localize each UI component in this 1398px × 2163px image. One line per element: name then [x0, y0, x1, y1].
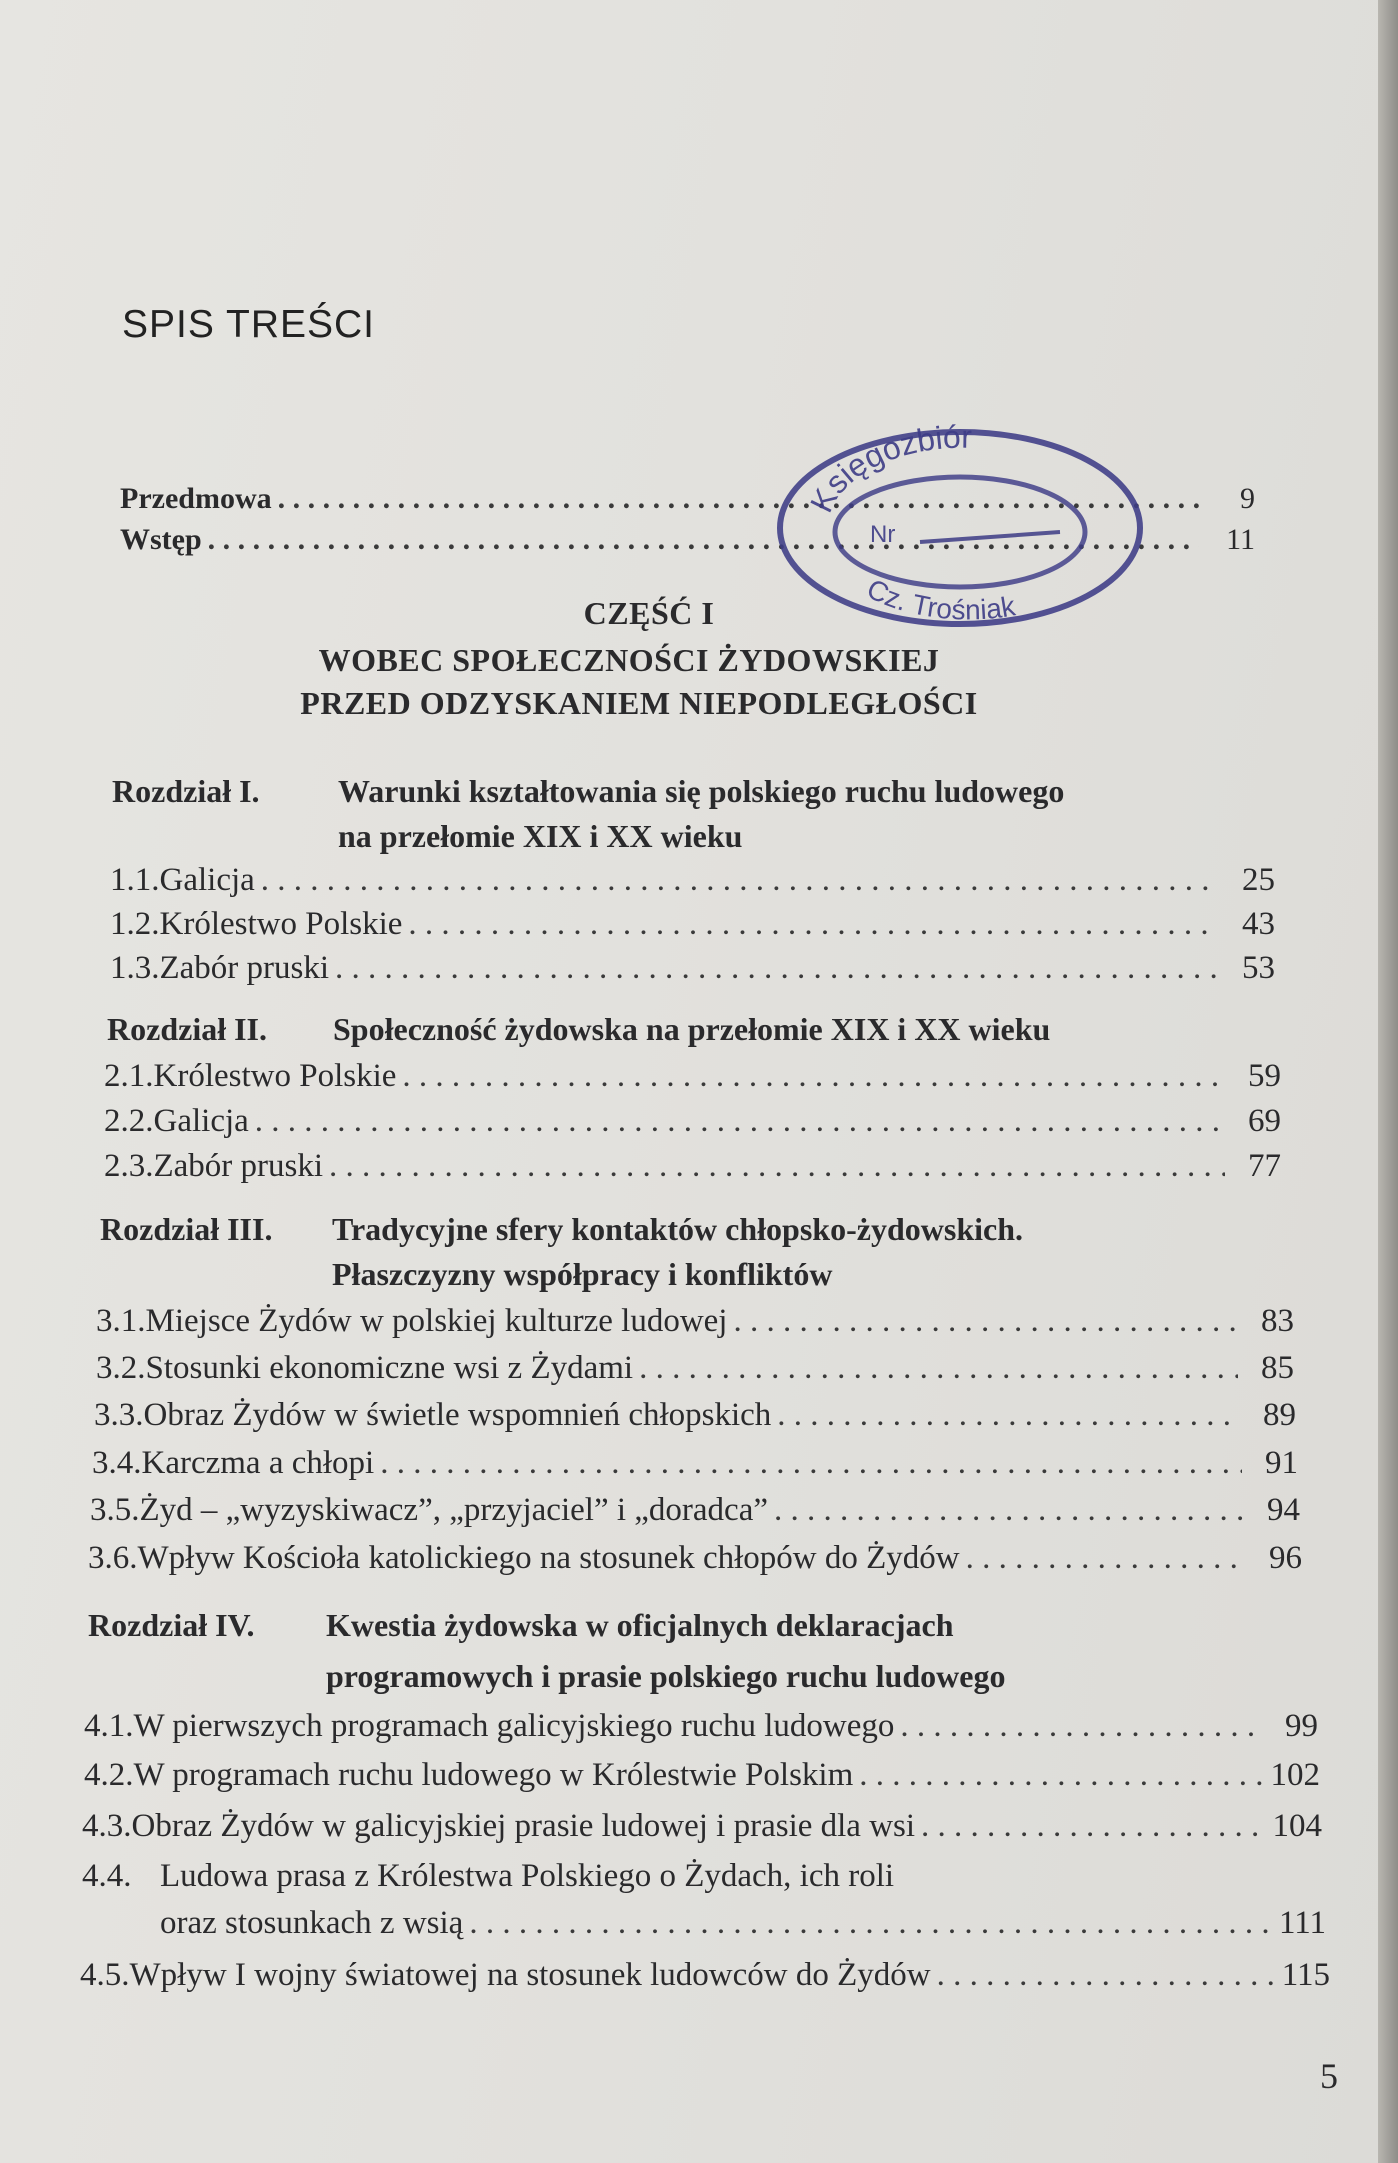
leader-dots — [900, 1708, 1262, 1745]
section-label: W programach ruchu ludowego w Królestwie Polskim — [133, 1757, 854, 1793]
toc-entry — [96, 1303, 1294, 1340]
section-page: 59 — [1248, 1058, 1281, 1094]
section-page: 69 — [1248, 1103, 1281, 1139]
toc-entry — [104, 1058, 1281, 1095]
chapter-title-cont: programowych i prasie polskiego ruchu ludowego — [326, 1658, 1006, 1694]
toc-entry — [80, 1957, 1330, 1994]
toc-entry — [160, 1905, 1326, 1942]
section-number: 3.3. — [94, 1397, 144, 1433]
section-label: W pierwszych programach galicyjskiego ruchu ludowego — [133, 1708, 895, 1744]
toc-entry — [96, 1350, 1294, 1387]
chapter-3-heading — [100, 1211, 1023, 1248]
section-page: 85 — [1261, 1350, 1294, 1386]
leader-dots — [859, 1757, 1264, 1794]
section-label: Żyd – „wyzyskiwacz”, „przyjaciel” i „doradca” — [139, 1492, 768, 1528]
section-number: 3.6. — [88, 1540, 138, 1576]
entry-page: 11 — [1226, 523, 1255, 556]
chapter-label: Rozdział II. — [107, 1011, 267, 1047]
chapter-title-cont: na przełomie XIX i XX wieku — [338, 818, 743, 854]
leader-dots — [966, 1540, 1246, 1577]
section-number: 4.3. — [82, 1808, 132, 1844]
leader-dots — [937, 1957, 1274, 1994]
section-label: Obraz Żydów w galicyjskiej prasie ludowej i prasie dla wsi — [131, 1808, 916, 1844]
toc-entry — [88, 1540, 1302, 1577]
chapter-label: Rozdział IV. — [88, 1607, 255, 1643]
section-page: 91 — [1265, 1445, 1298, 1481]
section-label: Galicja — [159, 862, 255, 898]
leader-dots — [639, 1350, 1238, 1387]
leader-dots — [329, 1148, 1225, 1185]
page-edge — [1378, 0, 1398, 2163]
entry-page: 9 — [1240, 482, 1255, 515]
section-number: 4.1. — [84, 1708, 134, 1744]
section-label: Miejsce Żydów w polskiej kulturze ludowej — [145, 1303, 728, 1339]
section-label: Wpływ I wojny światowej na stosunek ludowców do Żydów — [129, 1957, 931, 1993]
toc-entry — [90, 1492, 1300, 1529]
stamp-number-label: Nr — [870, 521, 896, 548]
toc-entry — [84, 1708, 1318, 1745]
section-label: Obraz Żydów w świetle wspomnień chłopskich — [143, 1397, 772, 1433]
leader-dots — [261, 862, 1219, 899]
section-label-cont: oraz stosunkach z wsią — [160, 1905, 464, 1941]
toc-entry-first-line — [82, 1858, 894, 1895]
stamp-bottom-text: Cz. Trośniak — [862, 572, 1018, 626]
toc-entry — [92, 1445, 1298, 1482]
stamp-top-text: Księgozbiór — [803, 420, 973, 518]
section-number: 3.5. — [90, 1492, 140, 1528]
section-label: Karczma a chłopi — [141, 1445, 375, 1481]
section-label: Zabór pruski — [159, 950, 330, 986]
leader-dots — [402, 1058, 1225, 1095]
section-label: Królestwo Polskie — [159, 906, 403, 942]
toc-entry — [82, 1808, 1322, 1845]
toc-entry — [110, 906, 1275, 943]
section-number: 1.1. — [110, 862, 160, 898]
section-label: Ludowa prasa z Królestwa Polskiego o Żydach, ich roli — [160, 1858, 895, 1894]
part-title-line1: WOBEC SPOŁECZNOŚCI ŻYDOWSKIEJ — [318, 642, 940, 678]
chapter-4-heading — [88, 1607, 954, 1644]
page-number: 5 — [1320, 2056, 1338, 2096]
section-number: 4.2. — [84, 1757, 134, 1793]
section-number: 4.4. — [82, 1858, 132, 1894]
chapter-title: Tradycyjne sfery kontaktów chłopsko-żydowskich. — [332, 1211, 1023, 1247]
leader-dots — [921, 1808, 1266, 1845]
section-number: 2.1. — [104, 1058, 154, 1094]
toc-entry — [94, 1397, 1296, 1434]
leader-dots — [255, 1103, 1225, 1140]
section-number: 1.3. — [110, 950, 160, 986]
section-page: 99 — [1285, 1708, 1318, 1744]
chapter-title-cont: Płaszczyzny współpracy i konfliktów — [332, 1256, 833, 1292]
library-stamp — [770, 420, 1150, 635]
section-number: 4.5. — [80, 1957, 130, 1993]
entry-label: Przedmowa — [120, 482, 272, 515]
leader-dots — [469, 1905, 1270, 1942]
section-page: 89 — [1263, 1397, 1296, 1433]
chapter-title: Społeczność żydowska na przełomie XIX i XX wieku — [333, 1011, 1051, 1047]
leader-dots — [380, 1445, 1242, 1482]
chapter-title: Kwestia żydowska w oficjalnych deklaracjach — [326, 1607, 954, 1643]
section-label: Królestwo Polskie — [153, 1058, 397, 1094]
section-page: 83 — [1261, 1303, 1294, 1339]
section-page: 53 — [1242, 950, 1275, 986]
toc-entry — [104, 1103, 1281, 1140]
section-page: 96 — [1269, 1540, 1302, 1576]
leader-dots — [335, 950, 1219, 987]
leader-dots — [408, 906, 1219, 943]
section-page: 104 — [1272, 1808, 1322, 1844]
section-page: 25 — [1242, 862, 1275, 898]
section-number: 3.4. — [92, 1445, 142, 1481]
section-page: 43 — [1242, 906, 1275, 942]
section-page: 94 — [1267, 1492, 1300, 1528]
entry-label: Wstęp — [120, 523, 202, 556]
part-number: CZĘŚĆ I — [583, 595, 715, 631]
svg-text:Księgozbiór — [803, 420, 972, 518]
chapter-title: Warunki kształtowania się polskiego ruchu ludowego — [338, 773, 1065, 809]
section-page: 115 — [1281, 1957, 1330, 1993]
leader-dots — [733, 1303, 1238, 1340]
toc-entry — [104, 1148, 1281, 1185]
leader-dots — [777, 1397, 1240, 1434]
section-number: 1.2. — [110, 906, 160, 942]
chapter-label: Rozdział I. — [112, 773, 260, 809]
chapter-label: Rozdział III. — [100, 1211, 273, 1247]
toc-entry — [110, 862, 1275, 899]
section-label: Zabór pruski — [153, 1148, 324, 1184]
page-title: SPIS TREŚCI — [122, 303, 376, 346]
section-number: 2.3. — [104, 1148, 154, 1184]
chapter-2-heading — [107, 1011, 1050, 1048]
section-number: 3.2. — [96, 1350, 146, 1386]
section-label: Stosunki ekonomiczne wsi z Żydami — [145, 1350, 634, 1386]
section-label: Galicja — [153, 1103, 249, 1139]
section-number: 2.2. — [104, 1103, 154, 1139]
toc-entry — [110, 950, 1275, 987]
toc-entry — [84, 1757, 1320, 1794]
section-label: Wpływ Kościoła katolickiego na stosunek chłopów do Żydów — [137, 1540, 960, 1576]
section-number: 3.1. — [96, 1303, 146, 1339]
section-page: 111 — [1278, 1905, 1326, 1941]
leader-dots — [774, 1492, 1244, 1529]
section-page: 77 — [1248, 1148, 1281, 1184]
chapter-1-heading — [112, 773, 1064, 810]
section-page: 102 — [1270, 1757, 1320, 1793]
part-title-line2: PRZED ODZYSKANIEM NIEPODLEGŁOŚCI — [300, 685, 978, 721]
